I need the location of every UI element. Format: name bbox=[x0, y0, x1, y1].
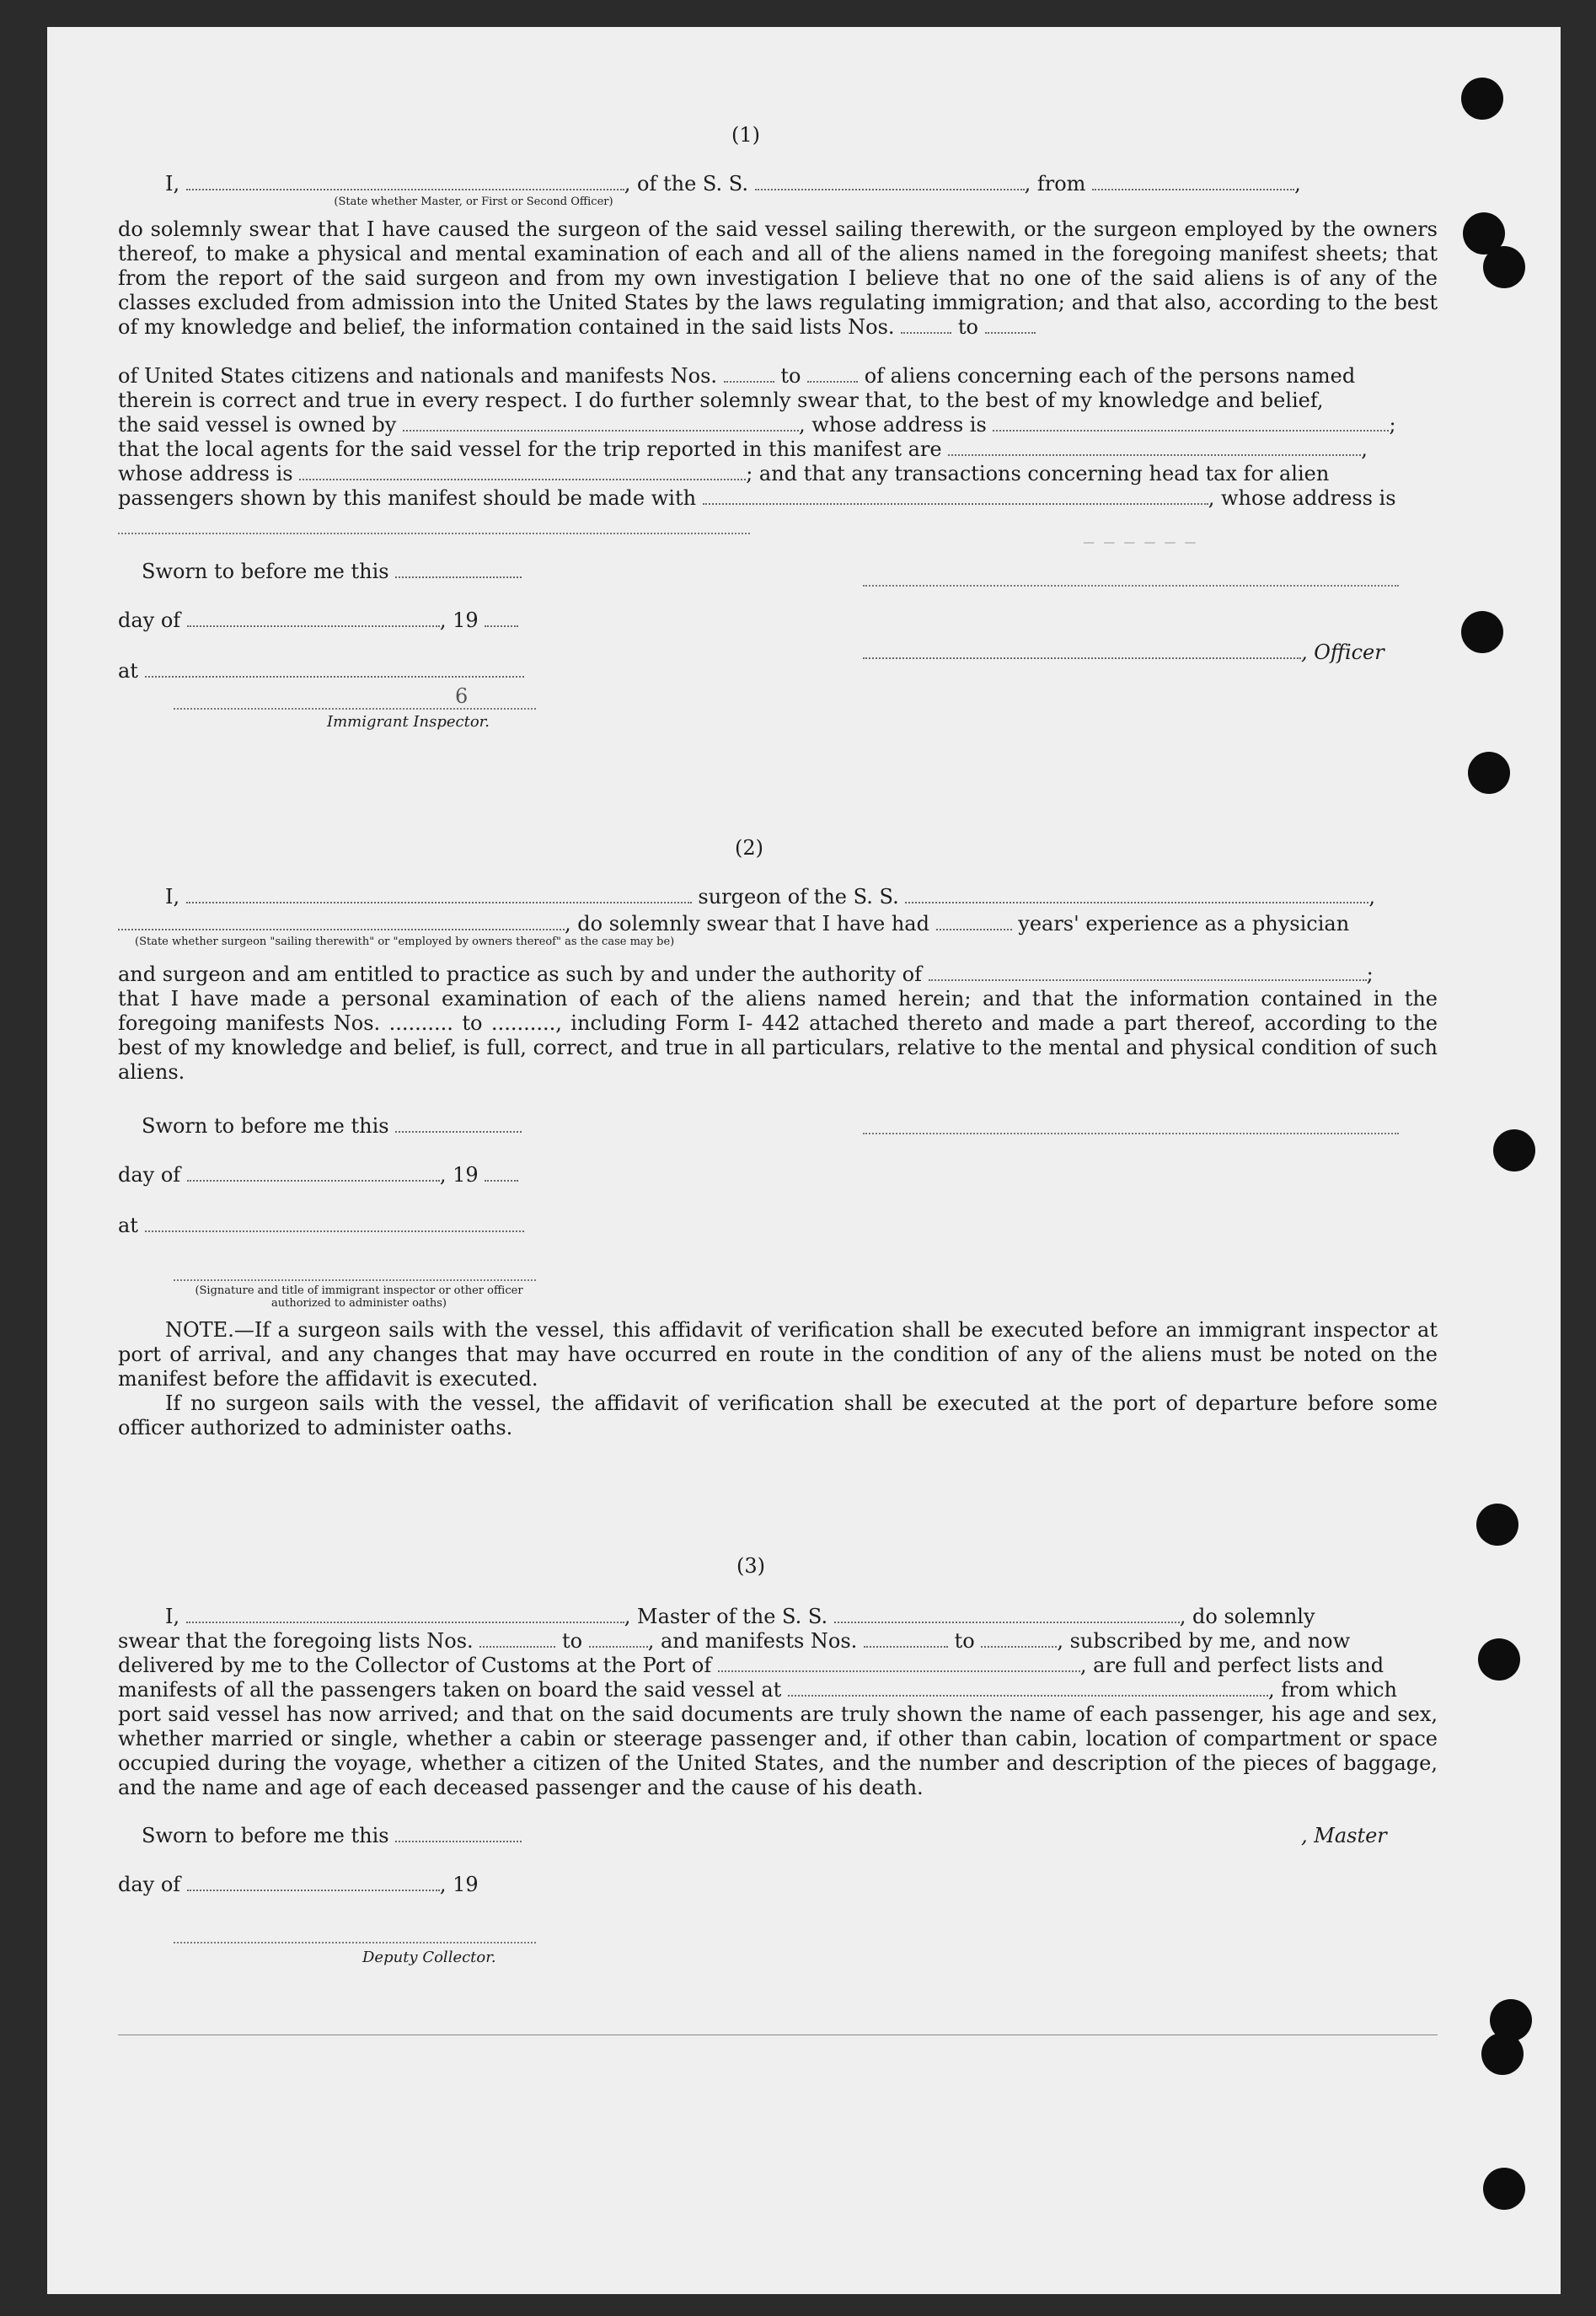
year-field[interactable] bbox=[485, 614, 518, 627]
authority-field[interactable] bbox=[929, 968, 1367, 981]
year-prefix: , 19 bbox=[439, 1873, 479, 1896]
passengers-text: passengers shown by this manifest should be made with bbox=[118, 486, 697, 510]
punch-hole bbox=[1476, 1504, 1518, 1546]
punch-hole bbox=[1493, 1129, 1535, 1171]
surgeon-type-field[interactable] bbox=[118, 917, 565, 930]
aliens-text: of aliens concerning each of the persons named bbox=[864, 364, 1356, 388]
owned-text: the said vessel is owned by bbox=[118, 413, 397, 437]
whose-address-text: , whose address is bbox=[1208, 486, 1396, 510]
master-title: , Master bbox=[1301, 1824, 1387, 1847]
at-line bbox=[118, 1214, 524, 1238]
practice-text: and surgeon and am entitled to practice as such by and under the authority of bbox=[118, 962, 922, 986]
sworn-text: Sworn to before me this bbox=[142, 1114, 389, 1138]
label-of-ss: , of the S. S. bbox=[624, 172, 748, 196]
section2-paragraph: that I have made a personal examination of each of the aliens named herein; and that the information contained in the foregoing manifests Nos. .......... to .........., including Form I- 442 attached thereto and made a part thereof, according to the best of my knowledge and belief, is full, correct, and true in all particulars, relative to the mental and physical condition of such aliens. bbox=[118, 987, 1438, 1084]
label-to: to bbox=[780, 364, 801, 388]
do-solemnly-text: , do solemnly swear that I have had bbox=[565, 912, 929, 936]
sworn-line bbox=[142, 1114, 522, 1139]
line-practice bbox=[118, 962, 1374, 987]
manifest-to-field[interactable] bbox=[807, 369, 858, 383]
manifest-from-field[interactable] bbox=[864, 1634, 948, 1648]
signature-caption: (Signature and title of immigrant inspector or other officer authorized to administer oaths) bbox=[195, 1284, 523, 1310]
line-master3 bbox=[165, 1605, 1315, 1629]
punch-hole bbox=[1461, 78, 1503, 120]
master-name-field[interactable] bbox=[186, 177, 624, 190]
day-of-text: day of bbox=[118, 1163, 181, 1187]
line-swear3 bbox=[118, 1629, 1350, 1654]
sworn-day-field[interactable] bbox=[395, 1829, 522, 1842]
place-field[interactable] bbox=[145, 1219, 524, 1232]
label-from: , from bbox=[1024, 172, 1086, 196]
port-field[interactable] bbox=[718, 1659, 1080, 1672]
line-delivered3 bbox=[118, 1654, 1384, 1678]
headtax-party-field[interactable] bbox=[703, 491, 1208, 505]
day-of-line bbox=[118, 1163, 518, 1187]
day-of-text: day of bbox=[118, 1873, 181, 1896]
manifest-from-field[interactable] bbox=[724, 369, 774, 383]
punch-hole bbox=[1461, 611, 1503, 653]
list-to-field[interactable] bbox=[589, 1634, 648, 1648]
sworn-line bbox=[142, 560, 522, 584]
full-perfect-text: , are full and perfect lists and bbox=[1079, 1654, 1384, 1677]
agents-field[interactable] bbox=[948, 442, 1361, 456]
boarding-port-field[interactable] bbox=[788, 1683, 1268, 1697]
month-field[interactable] bbox=[187, 1878, 440, 1891]
at-text: at bbox=[118, 659, 138, 683]
month-field[interactable] bbox=[187, 614, 440, 627]
list-from-field[interactable] bbox=[901, 320, 951, 334]
list-from-field[interactable] bbox=[479, 1634, 555, 1648]
signature-line[interactable] bbox=[863, 1133, 1399, 1134]
surgeon-caption: (State whether surgeon "sailing therewith" or "employed by owners thereof" as the case may be) bbox=[135, 936, 675, 948]
punch-hole bbox=[1468, 752, 1510, 794]
label-to: to bbox=[561, 1629, 583, 1653]
punch-hole bbox=[1478, 1638, 1520, 1681]
sworn-text: Sworn to before me this bbox=[142, 560, 389, 583]
label-i: I, bbox=[165, 885, 180, 909]
officer-signature-line[interactable] bbox=[174, 1279, 536, 1281]
and-manifests-text: , and manifests Nos. bbox=[647, 1629, 858, 1653]
year-field[interactable] bbox=[485, 1168, 518, 1182]
address-continuation-line[interactable] bbox=[118, 533, 750, 534]
day-of-line bbox=[118, 608, 518, 633]
punctuation: ; bbox=[1366, 962, 1374, 986]
place-field[interactable] bbox=[145, 664, 524, 678]
year-prefix: , 19 bbox=[439, 1163, 479, 1187]
whose-address-text: , whose address is bbox=[798, 413, 987, 437]
punch-hole bbox=[1483, 246, 1525, 288]
punctuation: , bbox=[1361, 437, 1368, 461]
from-which-text: , from which bbox=[1267, 1678, 1397, 1702]
citizens-text: of United States citizens and nationals and manifests Nos. bbox=[118, 364, 718, 388]
note-paragraph-2: If no surgeon sails with the vessel, the affidavit of verification shall be executed at the port of departure before some officer authorized to administer oaths. bbox=[118, 1391, 1438, 1439]
agents-text: that the local agents for the said vessel for the trip reported in this manifest are bbox=[118, 437, 942, 461]
officer-line bbox=[863, 641, 1384, 665]
deputy-label: Deputy Collector. bbox=[362, 1949, 496, 1966]
section-number: (2) bbox=[735, 836, 763, 860]
surgeon-name-field[interactable] bbox=[186, 890, 692, 903]
note-paragraph-1: NOTE.—If a surgeon sails with the vessel, this affidavit of verification shall be executed before an immigrant inspector at port of arrival, and any changes that may have occurred en route in the condition of any of the aliens must be noted on the manifest before the affidavit is executed. bbox=[118, 1318, 1438, 1391]
at-line bbox=[118, 659, 524, 684]
do-solemnly-text: , do solemnly bbox=[1179, 1605, 1315, 1628]
subscribed-text: , subscribed by me, and now bbox=[1057, 1629, 1351, 1653]
line-therein: therein is correct and true in every respect. I do further solemnly swear that, to the best of my knowledge and belief, bbox=[118, 389, 1324, 412]
label-to: to bbox=[957, 315, 978, 339]
sworn-day-field[interactable] bbox=[395, 565, 522, 578]
line-passengers bbox=[118, 486, 1396, 511]
owner-field[interactable] bbox=[403, 418, 799, 432]
punctuation: , bbox=[1368, 885, 1375, 909]
ship-name-field[interactable] bbox=[905, 890, 1368, 903]
section1-oath-paragraph bbox=[118, 217, 1438, 340]
master-name-field[interactable] bbox=[186, 1610, 624, 1623]
whose-text: whose address is bbox=[118, 462, 293, 485]
line-agents bbox=[118, 437, 1368, 462]
master-of-text: , Master of the S. S. bbox=[624, 1605, 828, 1628]
ship-name-field[interactable] bbox=[755, 177, 1025, 190]
section-number: (1) bbox=[731, 123, 760, 147]
sworn-line bbox=[142, 1824, 522, 1848]
ship-name-field[interactable] bbox=[834, 1610, 1180, 1623]
bleed-through-text: ─ ─ ─ ─ ─ ─ bbox=[1084, 533, 1196, 553]
line-owned bbox=[118, 413, 1396, 437]
master-caption: (State whether Master, or First or Second Officer) bbox=[334, 196, 613, 208]
handwritten-mark: 6 bbox=[455, 684, 469, 708]
inspector-signature-line[interactable] bbox=[174, 708, 536, 710]
oath-text: do solemnly swear that I have caused the surgeon of the said vessel sailing therewith, or the surgeon employed by the owners thereof, to make a physical and mental examination of each and all of the aliens named in the foregoing manifest sheets; that from the report of the said surgeon and from my own investigation I believe that no one of the said aliens is of any of the classes excluded from admission into the United States by the laws regulating immigration; and that also, according to the best of my knowledge and belief, the information contained in the said lists Nos. bbox=[118, 217, 1438, 339]
swear-text: swear that the foregoing lists Nos. bbox=[118, 1629, 474, 1653]
manifests-text: manifests of all the passengers taken on board the said vessel at bbox=[118, 1678, 782, 1702]
agents-address-field[interactable] bbox=[299, 467, 746, 480]
manifest-affidavit-page bbox=[47, 27, 1561, 2294]
line-whose bbox=[118, 462, 1329, 486]
line-manifests3 bbox=[118, 1678, 1397, 1702]
label-i: I, bbox=[165, 1605, 180, 1628]
signature-line[interactable] bbox=[863, 585, 1399, 587]
sworn-text: Sworn to before me this bbox=[142, 1824, 389, 1847]
years-field[interactable] bbox=[936, 917, 1012, 930]
headtax-text: ; and that any transactions concerning head tax for alien bbox=[746, 462, 1330, 485]
section-number: (3) bbox=[736, 1554, 765, 1578]
from-port-field[interactable] bbox=[1092, 177, 1294, 190]
line-surgeon bbox=[165, 885, 1375, 909]
line-master bbox=[165, 172, 1301, 196]
years-text: years' experience as a physician bbox=[1018, 912, 1350, 936]
punch-hole bbox=[1483, 2168, 1525, 2210]
owner-address-field[interactable] bbox=[993, 418, 1389, 432]
surgeon-of-text: surgeon of the S. S. bbox=[698, 885, 899, 909]
at-text: at bbox=[118, 1214, 138, 1237]
officer-title: , Officer bbox=[1301, 641, 1384, 664]
line-experience bbox=[118, 912, 1349, 936]
list-to-field[interactable] bbox=[985, 320, 1036, 334]
day-of-line bbox=[118, 1873, 479, 1897]
line-citizens bbox=[118, 364, 1355, 389]
sworn-day-field[interactable] bbox=[395, 1119, 522, 1133]
inspector-label: Immigrant Inspector. bbox=[327, 713, 490, 731]
section3-paragraph: port said vessel has now arrived; and that on the said documents are truly shown the name of each passenger, his age and sex, whether married or single, whether a cabin or steerage passenger and, if other than cabin, location of compartment or space occupied during the voyage, whether a citizen of the United States, and the number and description of the pieces of baggage, and the name and age of each deceased passenger and the cause of his death. bbox=[118, 1702, 1438, 1799]
month-field[interactable] bbox=[187, 1168, 440, 1182]
collector-signature-line[interactable] bbox=[174, 1942, 536, 1943]
delivered-text: delivered by me to the Collector of Customs at the Port of bbox=[118, 1654, 712, 1677]
day-of-text: day of bbox=[118, 608, 181, 632]
year-prefix: , 19 bbox=[439, 608, 479, 632]
label-to: to bbox=[954, 1629, 975, 1653]
manifest-to-field[interactable] bbox=[981, 1634, 1057, 1648]
punch-hole bbox=[1481, 2033, 1524, 2075]
officer-signature-field[interactable] bbox=[863, 646, 1301, 659]
punctuation: ; bbox=[1389, 413, 1396, 437]
label-i: I, bbox=[165, 172, 180, 196]
punctuation: , bbox=[1294, 172, 1301, 196]
